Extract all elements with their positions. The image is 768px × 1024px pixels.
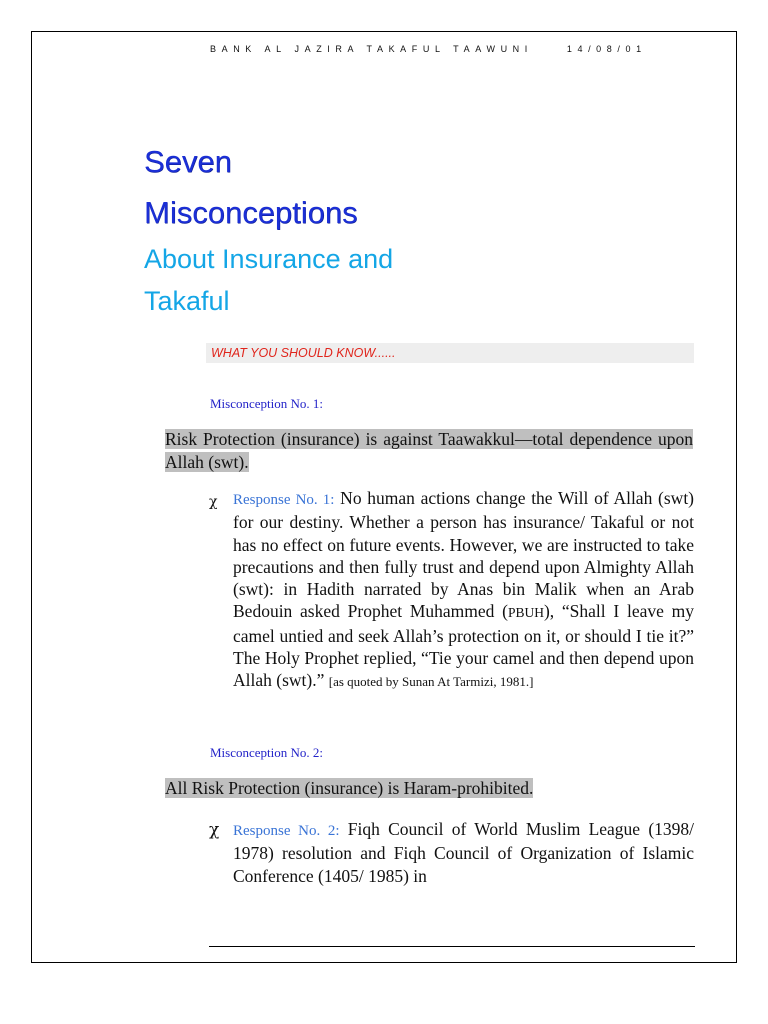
response-1-text-a: No human actions change the Will of Allah (swt) for our destiny. Whether a person has insurance/ Takaful or not has no effect on future events. However, we are instructed to take precautions and then fully trust and depend upon Almighty Allah (swt): in Hadith narrated by Anas bin Malik when an Arab Bedouin asked Prophet Muhammed ( bbox=[233, 488, 695, 622]
bullet-2: χ bbox=[209, 820, 220, 840]
misconception-1-label: Misconception No. 1: bbox=[210, 396, 324, 411]
subtitle-line-2: Takaful bbox=[144, 286, 230, 316]
response-1-text-b: ), “Shall I leave my camel untied and seek Allah’s protection on it, or should I tie it?” The Holy Prophet replied, “Tie your camel and then depend upon Allah (swt).” bbox=[233, 601, 694, 691]
misconception-1-claim bbox=[165, 428, 693, 474]
response-1-label: Response No. 1: bbox=[233, 492, 335, 508]
misconception-2-claim-text: All Risk Protection (insurance) is Haram-prohibited. bbox=[165, 778, 534, 798]
response-1 bbox=[233, 487, 694, 694]
misconception-2-claim bbox=[165, 777, 533, 800]
response-2-label: Response No. 2: bbox=[233, 823, 340, 839]
response-2-text: Fiqh Council of World Muslim League (1398/ 1978) resolution and Fiqh Council of Organization of Islamic Conference (1405/ 1985) in bbox=[233, 819, 695, 886]
misconception-2-label: Misconception No. 2: bbox=[210, 745, 324, 760]
response-1-citation: [as quoted by Sunan At Tarmizi, 1981.] bbox=[328, 674, 534, 690]
response-2 bbox=[233, 818, 694, 887]
title-line-1: Seven bbox=[144, 144, 232, 179]
header-date: 14/08/01 bbox=[566, 44, 647, 54]
running-header bbox=[210, 44, 647, 54]
bullet-1: χ bbox=[209, 494, 218, 510]
response-1-pbuh: PBUH bbox=[507, 605, 544, 621]
subtitle-line-1: About Insurance and bbox=[144, 244, 394, 274]
misconception-1-claim-text: Risk Protection (insurance) is against Taawakkul—total dependence upon Allah (swt). bbox=[165, 429, 693, 472]
title-line-2: Misconceptions bbox=[144, 195, 358, 230]
header-company: BANK AL JAZIRA TAKAFUL TAAWUNI bbox=[210, 44, 533, 54]
footer-rule bbox=[209, 946, 695, 947]
section-banner: WHAT YOU SHOULD KNOW...... bbox=[206, 343, 694, 363]
